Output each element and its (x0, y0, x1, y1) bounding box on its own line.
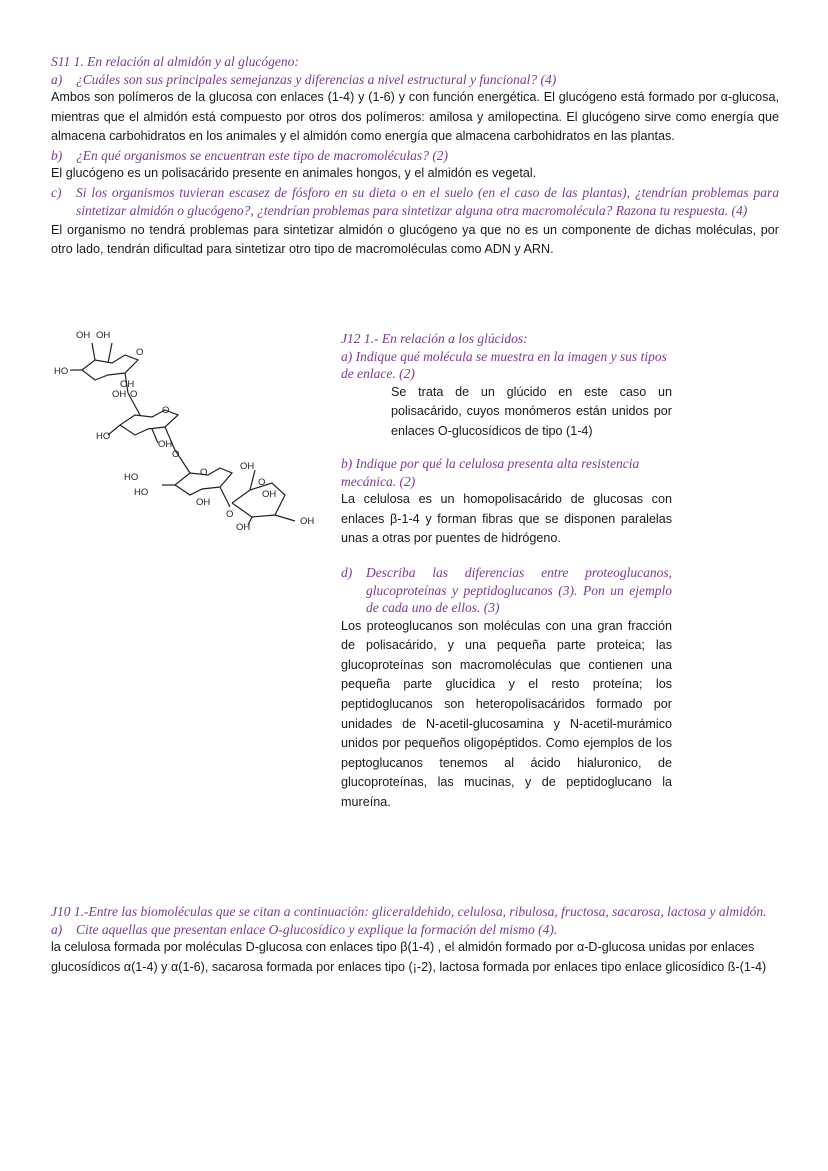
svg-text:O: O (172, 449, 180, 460)
svg-text:O: O (226, 509, 234, 520)
svg-text:O: O (200, 467, 208, 478)
section-j10 (51, 903, 779, 977)
question-label: d) (341, 565, 353, 581)
svg-text:HO: HO (96, 431, 111, 442)
question-label: b) (51, 147, 63, 163)
section-j12 (341, 330, 672, 813)
svg-text:O: O (130, 389, 138, 400)
s11-answer-c: El organismo no tendrá problemas para sintetizar almidón o glucógeno ya que no es un componente de dichas moléculas, por otro lado, tendrán dificultad para sintetizar otro tipo de macromoléculas como ADN y ARN. (51, 222, 779, 257)
question-label: a) (51, 71, 63, 87)
svg-text:OH: OH (196, 497, 211, 508)
j12-answer-a: Se trata de un glúcido en este caso un polisacárido, cuyos monómeros están unidos por enlaces O-glucosídicos de tipo (1-4) (391, 384, 672, 438)
j10-answer-a: la celulosa formada por moléculas D-glucosa con enlaces tipo β(1-4) , el almidón formado por α-D-glucosa unidas por enlaces glucosídicos α(1-4) y α(1-6), sacarosa formada por enlaces tipo (¡-2), lactosa formada por enlaces tipo enlace glicosídico ß-(1-4) (51, 940, 767, 974)
svg-text:OH: OH (112, 389, 127, 400)
atom-labels (54, 330, 314, 533)
j12-answer-b: La celulosa es un homopolisacárido de glucosas con enlaces β-1-4 y forman fibras que se disponen paralelas unas a otras por puentes de hidrógeno. (341, 492, 672, 546)
question-label: a) (51, 921, 63, 937)
j12-question-b: b) Indique por qué la celulosa presenta alta resistencia mecánica. (2) (341, 456, 640, 489)
s11-question-b (51, 147, 779, 165)
oligosaccharide-structure-image (50, 325, 330, 535)
svg-text:OH: OH (262, 489, 277, 500)
j12-question-d (341, 564, 672, 617)
svg-text:O: O (258, 477, 266, 488)
question-text: ¿En qué organismos se encuentran este tipo de macromoléculas? (2) (76, 147, 449, 163)
svg-text:OH: OH (300, 516, 315, 527)
svg-text:OH: OH (76, 330, 91, 341)
svg-text:HO: HO (124, 472, 139, 483)
section-s11 (51, 53, 779, 260)
j10-title: J10 1.-Entre las biomoléculas que se citan a continuación: gliceraldehido, celulosa, ribulosa, fructosa, sacarosa, lactosa y almidón. (51, 904, 767, 919)
svg-text:OH: OH (240, 461, 255, 472)
j10-question-a (51, 921, 779, 939)
svg-text:HO: HO (54, 366, 69, 377)
s11-answer-a: Ambos son polímeros de la glucosa con enlaces (1-4) y (1-6) y con función energética. El glucógeno está formado por α-glucosa, mientras que el almidón está compuesto por otros dos polímeros: amilosa y amilopectina. El glucógeno sirve como energía que almacena carbohidratos en los animales y el almidón como energía que almacena carbohidratos en las plantas. (51, 90, 779, 144)
question-text: Si los organismos tuvieran escasez de fósforo en su dieta o en el suelo (en el caso de las plantas), ¿tendrían problemas para sintetizar almidón o glucógeno?, ¿tendrían problemas para sintetizar alguna otra macromolécula? Razona tu respuesta. (4) (76, 184, 779, 219)
svg-text:OH: OH (236, 522, 251, 533)
s11-title: S11 1. En relación al almidón y al glucógeno: (51, 54, 299, 69)
svg-text:HO: HO (134, 487, 149, 498)
svg-text:OH: OH (96, 330, 111, 341)
s11-question-a (51, 71, 779, 89)
svg-text:O: O (136, 347, 144, 358)
j12-answer-d: Los proteoglucanos son moléculas con una gran fracción de polisacárido, y una pequeña parte proteica; las glucoproteínas son macromoléculas que contienen una pequeña parte glucídica y el resto proteína; los peptidoglucanos son heteropolisacáridos formado por unidades de N-acetil-glucosamina y N-acetil-murámico unidos por pequeños oligopéptidos. Como ejemplos de los peptoglucanos tenemos al ácido hialuronico, de glucoproteínas, las mucinas, y de peptidoglucano la mureína. (341, 618, 672, 809)
s11-question-c (51, 184, 779, 221)
svg-text:OH: OH (158, 439, 173, 450)
svg-text:O: O (162, 405, 170, 416)
j12-question-a: a) Indique qué molécula se muestra en la imagen y sus tipos de enlace. (2) (341, 348, 667, 381)
question-text: Describa las diferencias entre proteoglucanos, glucoproteínas y peptidoglucanos (3). Pon un ejemplo de cada uno de ellos. (3) (366, 565, 672, 616)
s11-answer-b: El glucógeno es un polisacárido presente en animales hongos, y el almidón es vegetal. (51, 166, 537, 181)
svg-text:OH: OH (120, 379, 135, 390)
question-text: ¿Cuáles son sus principales semejanzas y diferencias a nivel estructural y funcional? (4) (76, 71, 557, 87)
question-text: Cite aquellas que presentan enlace O-glucosídico y explique la formación del mismo (4). (76, 921, 558, 937)
j12-title: J12 1.- En relación a los glúcidos: (341, 331, 528, 346)
question-label: c) (51, 184, 62, 200)
